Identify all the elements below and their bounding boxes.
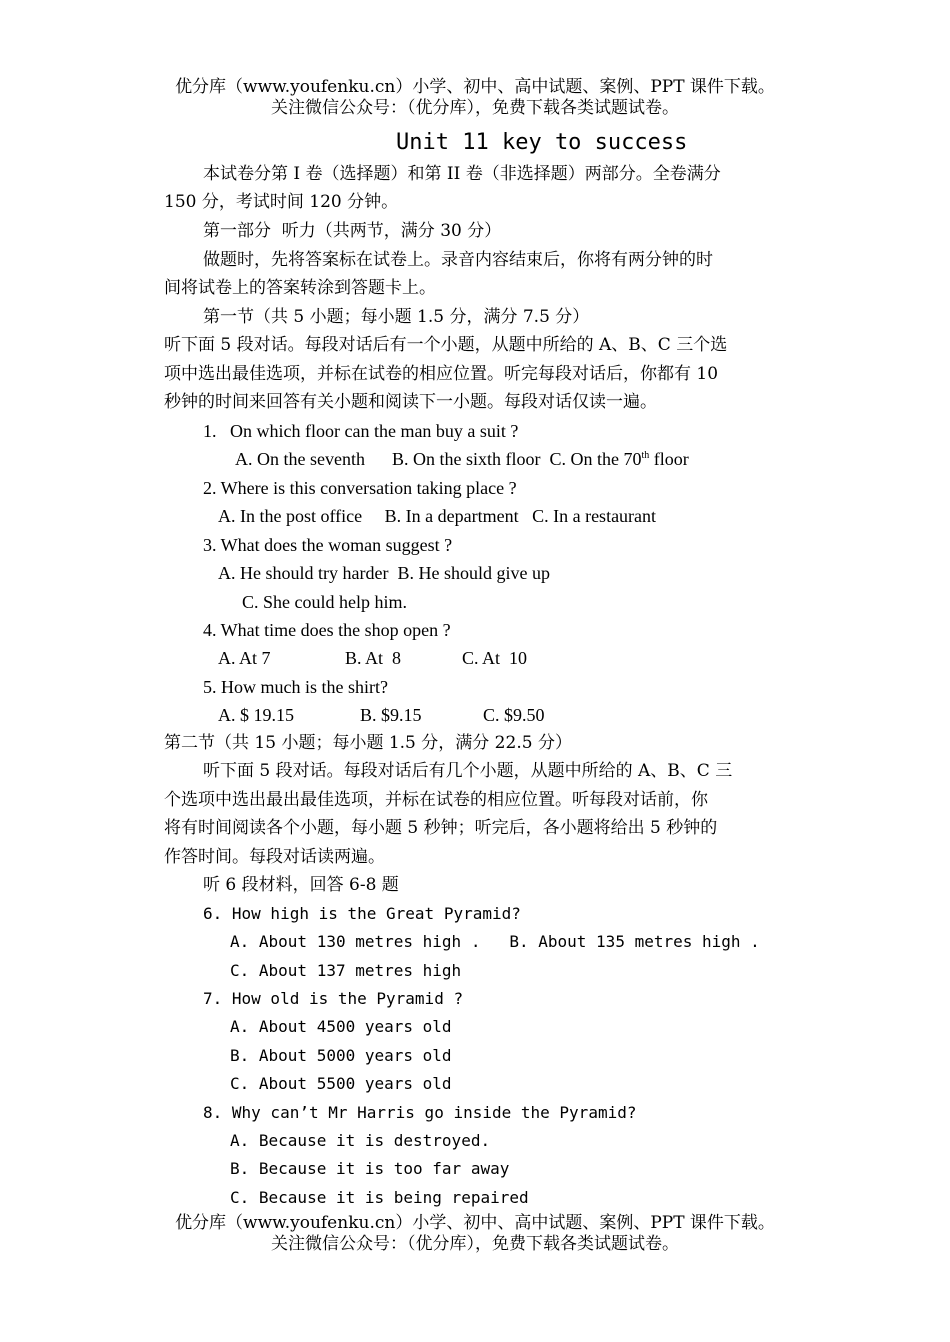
section1-desc-1: 听下面 5 段对话。每段对话后有一个小题，从题中所给的 A、B、C 三个选 <box>164 335 728 355</box>
part1-heading: 第一部分 听力（共两节，满分 30 分） <box>203 221 502 241</box>
material6-heading: 听 6 段材料，回答 6-8 题 <box>203 875 399 895</box>
q1-options-tail: floor <box>649 449 689 469</box>
section2-desc-2: 个选项中选出最出最佳选项，并标在试卷的相应位置。听每段对话前，你 <box>164 790 708 810</box>
section2-desc-3: 将有时间阅读各个小题，每小题 5 秒钟；听完后，各小题将给出 5 秒钟的 <box>164 818 718 838</box>
header-line-1: 优分库（www.youfenku.cn）小学、初中、高中试题、案例、PPT 课件下载。 <box>175 77 775 97</box>
q2-options: A. In the post office B. In a department C. In a restaurant <box>218 506 657 526</box>
note-line-1: 做题时，先将答案标在试卷上。录音内容结束后，你将有两分钟的时 <box>203 250 713 270</box>
q6-option-c: C. About 137 metres high <box>230 961 462 980</box>
section2-heading: 第二节（共 15 小题；每小题 1.5 分，满分 22.5 分） <box>164 733 572 753</box>
q4-option-c: C. At 10 <box>462 648 528 668</box>
section1-desc-2: 项中选出最佳选项，并标在试卷的相应位置。听完每段对话后，你都有 10 <box>164 364 719 384</box>
q1-options-text: A. On the seventh B. On the sixth floor C. On the 70 <box>235 449 642 469</box>
q7-option-c: C. About 5500 years old <box>230 1074 452 1093</box>
q5-option-b: B. $9.15 <box>360 705 422 725</box>
q7-option-b: B. About 5000 years old <box>230 1046 452 1065</box>
section2-desc-4: 作答时间。每段对话读两遍。 <box>164 847 385 867</box>
intro-line-2: 150 分，考试时间 120 分钟。 <box>164 192 399 212</box>
q8-option-b: B. Because it is too far away <box>230 1159 510 1178</box>
q3-stem: 3. What does the woman suggest ? <box>203 535 453 555</box>
q3-options-2: C. She could help him. <box>242 592 407 612</box>
note-line-2: 间将试卷上的答案转涂到答题卡上。 <box>164 278 436 298</box>
q1-superscript: th <box>641 450 650 461</box>
q4-option-a: A. At 7 <box>218 648 271 668</box>
q6-stem: 6. How high is the Great Pyramid? <box>203 904 521 923</box>
q8-option-c: C. Because it is being repaired <box>230 1188 529 1207</box>
header-line-2: 关注微信公众号：（优分库），免费下载各类试题试卷。 <box>271 98 679 118</box>
footer-line-2: 关注微信公众号：（优分库），免费下载各类试题试卷。 <box>271 1234 679 1254</box>
section1-desc-3: 秒钟的时间来回答有关小题和阅读下一小题。每段对话仅读一遍。 <box>164 392 657 412</box>
q4-stem: 4. What time does the shop open ? <box>203 620 451 640</box>
section2-desc-1: 听下面 5 段对话。每段对话后有几个小题，从题中所给的 A、B、C 三 <box>203 761 733 781</box>
q8-stem: 8. Why can’t Mr Harris go inside the Pyramid? <box>203 1103 637 1122</box>
section1-heading: 第一节（共 5 小题；每小题 1.5 分，满分 7.5 分） <box>203 307 590 327</box>
q6-options-ab: A. About 130 metres high . B. About 135 metres high . <box>230 932 760 951</box>
q1-options <box>235 448 689 470</box>
q1-stem: 1. On which floor can the man buy a suit ? <box>203 421 519 441</box>
q5-stem: 5. How much is the shirt? <box>203 677 388 697</box>
q7-stem: 7. How old is the Pyramid ? <box>203 989 464 1008</box>
q8-option-a: A. Because it is destroyed. <box>230 1131 491 1150</box>
page-title: Unit 11 key to success <box>396 130 688 155</box>
q7-option-a: A. About 4500 years old <box>230 1017 452 1036</box>
footer-line-1: 优分库（www.youfenku.cn）小学、初中、高中试题、案例、PPT 课件下载。 <box>175 1213 775 1233</box>
q5-option-a: A. $ 19.15 <box>218 705 294 725</box>
q2-stem: 2. Where is this conversation taking place ? <box>203 478 517 498</box>
q5-option-c: C. $9.50 <box>483 705 545 725</box>
q3-options-1: A. He should try harder B. He should give up <box>218 563 550 583</box>
intro-line-1: 本试卷分第 I 卷（选择题）和第 II 卷（非选择题）两部分。全卷满分 <box>203 164 721 184</box>
q4-option-b: B. At 8 <box>345 648 402 668</box>
